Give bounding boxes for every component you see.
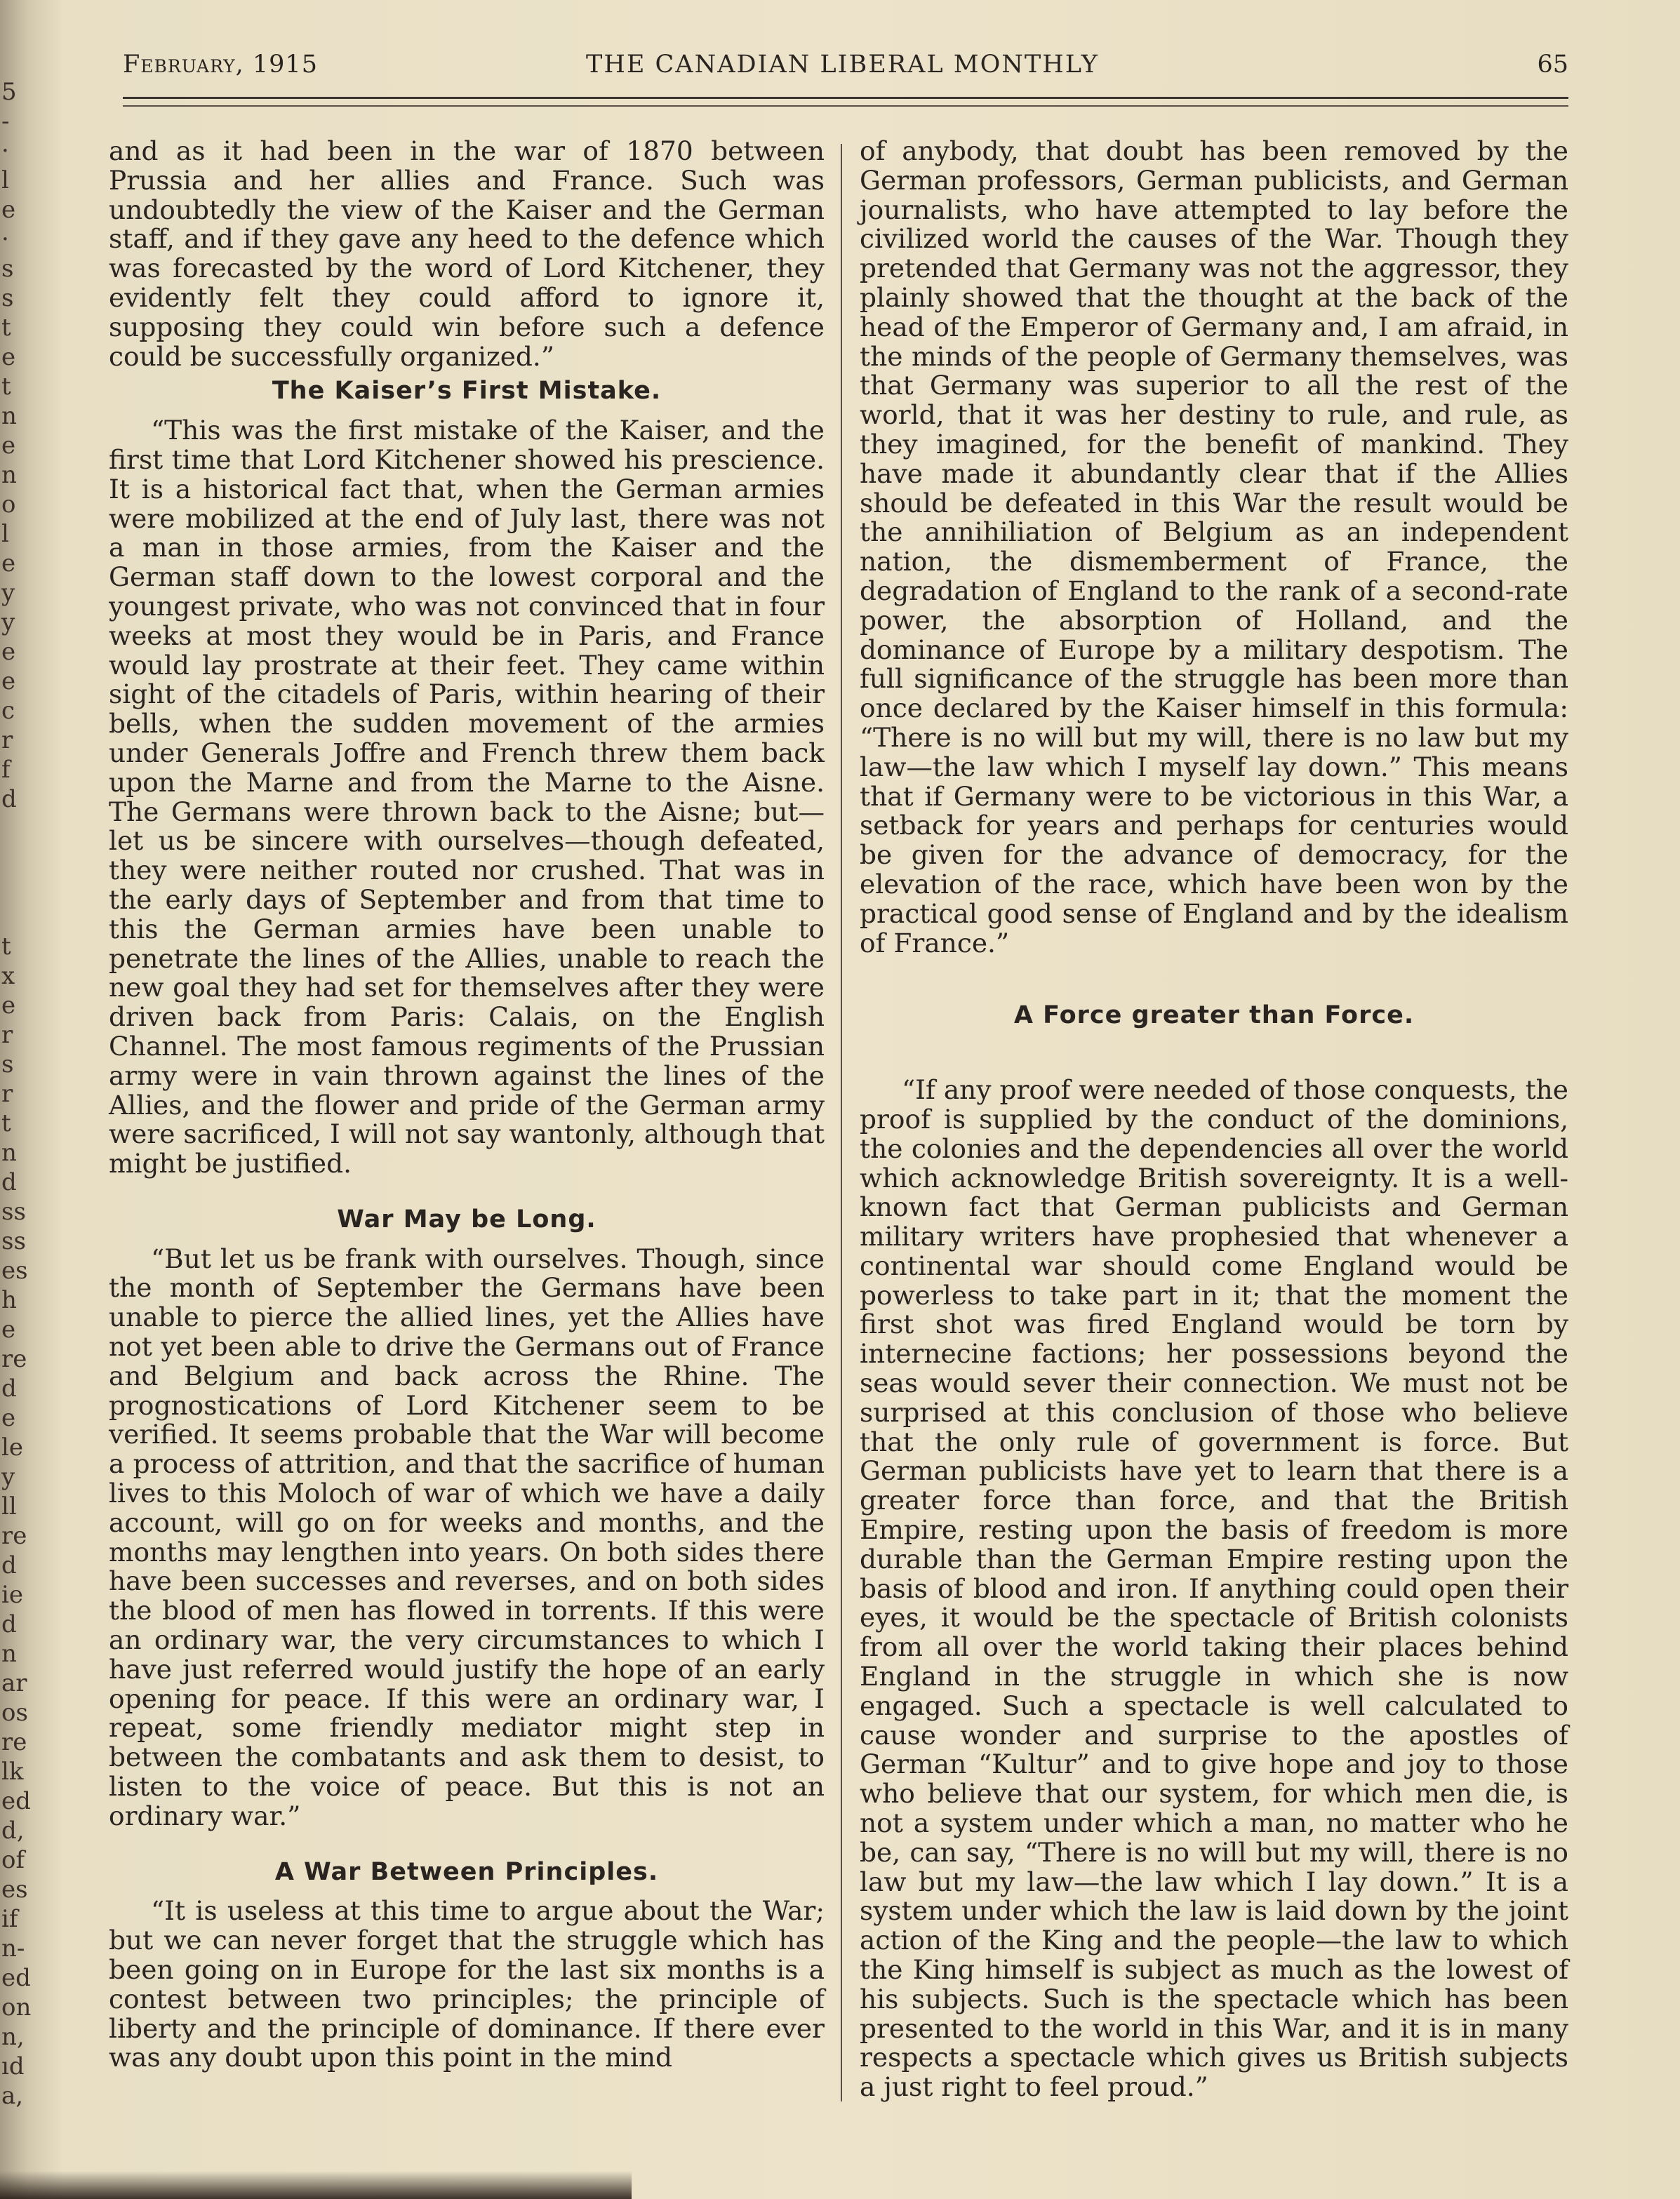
paragraph: “But let us be frank with ourselves. Though, since the month of September the Germans have been unable to pierce the allied lines, yet the Allies have not yet been able to drive the Germans out of France and Belgium and back across the Rhine. The prognostications of Lord Kitchener seem to be verified. It seems probable that the War will become a process of attrition, and that the sacrifice of human lives to this Moloch of war of which we have a daily account, will go on for weeks and months, and the months may lengthen into years. On both sides there have been successes and reverses, and on both sides the blood of men has flowed in torrents. If this were an ordinary war, the very circumstances to which I have just referred would justify the hope of an early opening for peace. If this were an ordinary war, I repeat, some friendly mediator might step in between the combatants and ask them to desist, to listen to the voice of peace. But this is not an ordinary war.”	[109, 1243, 825, 1831]
margin-fragment: t	[1, 933, 11, 961]
section-heading: A War Between Principles.	[274, 1857, 659, 1886]
margin-fragment: on	[1, 1993, 32, 2021]
margin-fragment: -	[1, 107, 10, 135]
margin-fragment: y	[1, 1463, 15, 1491]
margin-fragment: e	[1, 638, 16, 666]
margin-fragment: y	[1, 579, 15, 607]
margin-fragment: d,	[1, 1817, 25, 1845]
margin-fragment: x	[1, 962, 15, 990]
margin-fragment: ed	[1, 1964, 31, 1992]
margin-fragment: 5	[1, 78, 17, 106]
margin-fragment: c	[1, 697, 15, 725]
paragraph: “It is useless at this time to argue about the War; but we can never forget that the struggle which has been going on in Europe for the last six months is a contest between two principles; the principle of liberty and the principle of dominance. If there ever was any doubt upon this point in the mind	[109, 1895, 825, 2073]
margin-fragment: s	[1, 284, 14, 312]
margin-fragment: ·	[1, 137, 9, 165]
margin-fragment: e	[1, 1316, 16, 1344]
header-rule-secondary	[123, 105, 1568, 107]
margin-fragment: n	[1, 1640, 17, 1668]
right-column	[860, 137, 1568, 2102]
paragraph: and as it had been in the war of 1870 between Prussia and her allies and France. Such was undoubtedly the view of the Kaiser and the German staff, and if they gave any heed to the defence which was forecasted by the word of Lord Kitchener, they evidently felt they could afford to ignore it, supposing they could win before such a defence could be successfully organized.”	[109, 135, 825, 372]
margin-fragment: ar	[1, 1669, 27, 1697]
margin-fragment: e	[1, 549, 16, 577]
margin-fragment: d	[1, 1610, 17, 1638]
margin-fragment: e	[1, 1404, 16, 1432]
margin-fragment: e	[1, 196, 16, 224]
section-heading: The Kaiser’s First Mistake.	[272, 377, 662, 406]
section-heading: A Force greater than Force.	[1013, 1001, 1415, 1030]
paragraph: “If any proof were needed of those conquests, the proof is supplied by the conduct of the dominions, the colonies and the dependencies all over the world which acknowledge British sovereignty. It is a well-known fact that German publicists and German military writers have prophesied that whenever a continental war should come England would be powerless to take part in it; that the moment the first shot was fired England would be torn by internecine factions; her possessions beyond the seas would sever their connection. We must not be surprised at this conclusion of those who believe that the only rule of government is force. But German publicists have yet to learn that there is a greater force than force, and that the British Empire, resting upon the basis of freedom is more durable than the German Empire resting upon the basis of blood and iron. If anything could open their eyes, it would be the spectacle of British colonists from all over the world taking their places behind England in the struggle in which she is now engaged. Such a spectacle is well calculated to cause wonder and surprise to the apostles of German “Kultur” and to give hope and joy to those who believe that our system, for which men die, is not a system under which a man, no matter who he be, can say, “There is no will but my will, there is no law but my law—the law which I lay down.” It is a system under which the law is laid down by the joint action of the King and the people—the law to which the King himself is subject as much as the lowest of his subjects. Such is the spectacle which has been presented to the world in this War, and it is in many respects a spectacle which gives us British subjects a just right to feel proud.”	[860, 1074, 1568, 2103]
adjacent-page-margin	[0, 77, 32, 2182]
margin-fragment: d	[1, 1551, 17, 1579]
section-heading: War May be Long.	[337, 1205, 596, 1234]
margin-fragment: d	[1, 1168, 17, 1196]
margin-fragment: l	[1, 520, 9, 548]
margin-fragment: os	[1, 1699, 28, 1727]
margin-fragment: n,	[1, 2023, 25, 2051]
margin-fragment: a,	[1, 2082, 24, 2110]
margin-fragment: e	[1, 343, 16, 371]
margin-fragment: d	[1, 785, 17, 813]
margin-fragment: t	[1, 373, 11, 401]
margin-fragment: d	[1, 1375, 17, 1403]
column-divider	[841, 144, 842, 2101]
margin-fragment: r	[1, 1080, 13, 1108]
margin-fragment: e	[1, 991, 16, 1020]
margin-fragment: if	[1, 1905, 18, 1933]
margin-fragment: y	[1, 608, 15, 636]
margin-fragment	[0, 902, 28, 932]
margin-fragment: o	[1, 490, 16, 519]
running-header	[123, 51, 1568, 86]
margin-fragment: t	[1, 314, 11, 342]
margin-fragment: ıd	[1, 2052, 25, 2080]
margin-fragment: of	[1, 1846, 25, 1874]
margin-fragment: n	[1, 1139, 17, 1167]
margin-fragment: n	[1, 461, 17, 489]
margin-fragment: n-	[1, 1934, 25, 1963]
margin-fragment: re	[1, 1345, 27, 1373]
margin-fragment: h	[1, 1286, 17, 1314]
margin-fragment: ie	[1, 1581, 23, 1609]
margin-fragment: s	[1, 255, 14, 283]
margin-fragment: e	[1, 432, 16, 460]
margin-fragment: es	[1, 1257, 28, 1285]
margin-fragment: r	[1, 726, 13, 754]
page-edge-shadow	[0, 2171, 632, 2199]
margin-fragment: le	[1, 1433, 23, 1462]
margin-fragment: re	[1, 1522, 27, 1550]
paragraph: of anybody, that doubt has been removed by the German professors, German publicists, and German journalists, who have attempted to lay before the civilized world the causes of the War. Though they pretended that Germany was not the aggressor, they plainly showed that the thought at the back of the head of the Emperor of Germany and, I am afraid, in the minds of the people of Germany themselves, was that Germany was superior to all the rest of the world, that it was her destiny to rule, and rule, as they imagined, for the benefit of mankind. They have made it abundantly clear that if the Allies should be defeated in this War the result would be the annihiliation of Belgium as an independent nation, the dismemberment of France, the degradation of England to the rank of a second-rate power, the absorption of Holland, and the dominance of Europe by a military despotism. The full significance of the struggle has been more than once declared by the Kaiser himself in this formula: “There is no will but my will, there is no law but my law—the law which I myself lay down.” This means that if Germany were to be victorious in this War, a setback for years and perhaps for centuries would be given for the advance of democracy, for the elevation of the race, which have been won by the practical good sense of England and by the idealism of France.”	[860, 135, 1568, 958]
header-date: February, 1915	[123, 51, 318, 79]
page-number: 65	[1537, 51, 1568, 79]
margin-fragment: r	[1, 1021, 13, 1049]
margin-fragment	[0, 873, 28, 902]
left-column	[109, 137, 825, 2073]
header-rule	[123, 97, 1568, 99]
margin-fragment: ·	[1, 225, 9, 253]
margin-fragment	[0, 843, 28, 873]
margin-fragment: ss	[1, 1198, 26, 1226]
margin-fragment: n	[1, 402, 17, 430]
margin-fragment: ll	[1, 1492, 17, 1520]
margin-fragment: lk	[1, 1758, 24, 1786]
margin-fragment	[0, 814, 28, 843]
margin-fragment: re	[1, 1728, 27, 1756]
margin-fragment: l	[1, 166, 9, 194]
margin-fragment: f	[1, 756, 11, 784]
paragraph: “This was the first mistake of the Kaiser, and the first time that Lord Kitchener showed his prescience. It is a historical fact that, when the German armies were mobilized at the end of July last, there was not a man in those armies, from the Kaiser and the German staff down to the lowest corporal and the youngest private, who was not convinced that in four weeks at most they would be in Paris, and France would lay prostrate at their feet. They came within sight of the citadels of Paris, within hearing of their bells, when the sudden movement of the armies under Generals Joffre and French threw them back upon the Marne and from the Marne to the Aisne. The Germans were thrown back to the Aisne; but—let us be sincere with ourselves—though defeated, they were neither routed nor crushed. That was in the early days of September and from that time to this the German armies have been unable to penetrate the lines of the Allies, unable to reach the new goal they had set for themselves after they were driven back from Paris: Calais, on the English Channel. The most famous regiments of the Prussian army were in vain thrown against the lines of the Allies, and the flower and pride of the German army were sacrificed, I will not say wantonly, although that might be justified.	[109, 415, 825, 1179]
margin-fragment: e	[1, 667, 16, 695]
margin-fragment: es	[1, 1876, 28, 1904]
margin-fragment: ed	[1, 1787, 31, 1815]
margin-fragment: s	[1, 1050, 14, 1078]
margin-fragment: t	[1, 1109, 11, 1137]
header-title: THE CANADIAN LIBERAL MONTHLY	[586, 51, 1099, 79]
margin-fragment: ss	[1, 1227, 26, 1255]
